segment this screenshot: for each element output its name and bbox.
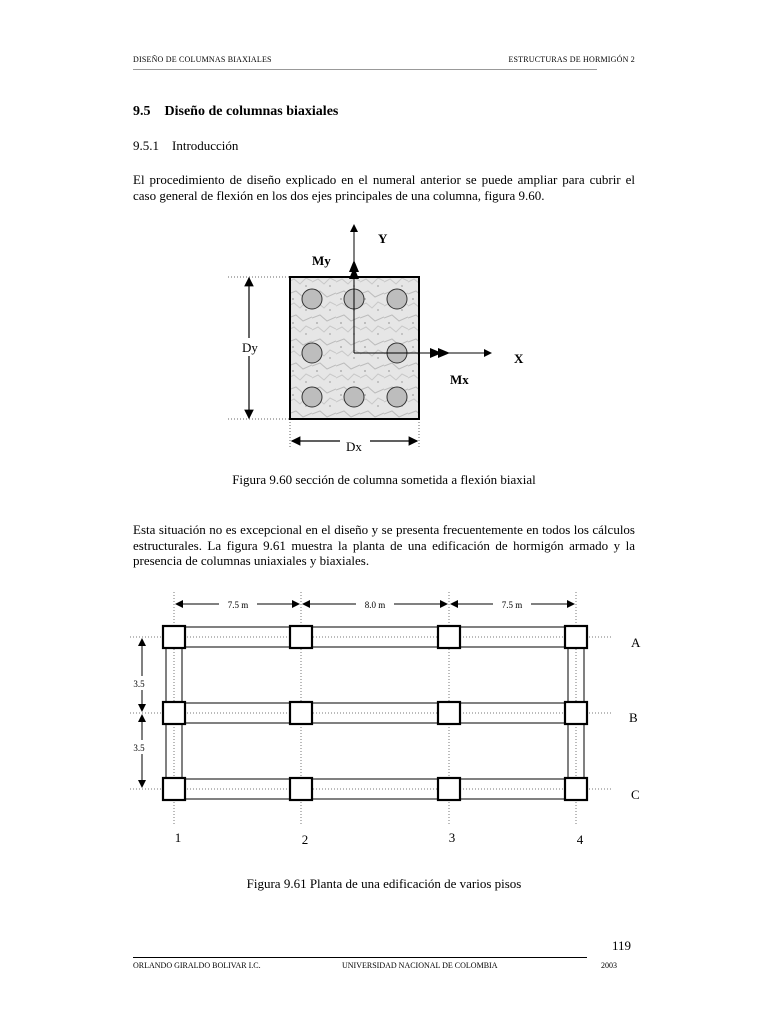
column-a1 bbox=[163, 626, 185, 648]
figure-9-61-caption: Figura 9.61 Planta de una edificación de varios pisos bbox=[246, 876, 522, 891]
header-left: DISEÑO DE COLUMNAS BIAXIALES bbox=[133, 55, 272, 64]
subsection-number: 9.5.1 bbox=[133, 138, 159, 153]
my-label: My bbox=[312, 253, 331, 268]
mx-label: Mx bbox=[450, 372, 469, 387]
row-label-c: C bbox=[631, 787, 640, 802]
section-number: 9.5 bbox=[133, 104, 151, 119]
rebar bbox=[344, 387, 364, 407]
y-axis-label: Y bbox=[378, 231, 388, 246]
span-label-2: 8.0 m bbox=[364, 600, 386, 610]
col-label-3: 3 bbox=[448, 830, 456, 845]
column-a2 bbox=[290, 626, 312, 648]
column-a3 bbox=[438, 626, 460, 648]
column-c4 bbox=[565, 778, 587, 800]
figure-building-plan bbox=[0, 580, 768, 860]
footer-author: ORLANDO GIRALDO BOLIVAR I.C. bbox=[133, 961, 261, 970]
column-c1 bbox=[163, 778, 185, 800]
col-label-4: 4 bbox=[576, 832, 584, 847]
column-b1 bbox=[163, 702, 185, 724]
bay-label-1: 3.5 bbox=[133, 679, 145, 689]
column-a4 bbox=[565, 626, 587, 648]
page-number: 119 bbox=[612, 938, 632, 953]
paragraph-intro: El procedimiento de diseño explicado en el numeral anterior se puede ampliar para cubrir el caso general de flexión en los dos ejes principales de una columna, figura 9.60. bbox=[133, 172, 635, 203]
col-label-2: 2 bbox=[301, 832, 309, 847]
column-b2 bbox=[290, 702, 312, 724]
header-right: ESTRUCTURAS DE HORMIGÓN 2 bbox=[508, 55, 635, 64]
dy-label: Dy bbox=[242, 340, 258, 355]
rebar bbox=[302, 387, 322, 407]
section-title-text: Diseño de columnas biaxiales bbox=[164, 104, 339, 119]
footer-university: UNIVERSIDAD NACIONAL DE COLOMBIA bbox=[342, 961, 498, 970]
row-label-a: A bbox=[631, 635, 641, 650]
rebar bbox=[387, 387, 407, 407]
row-label-b: B bbox=[629, 710, 638, 725]
mx-double-arrow-head-2 bbox=[438, 348, 450, 358]
rebar bbox=[302, 289, 322, 309]
paragraph-situation: Esta situación no es excepcional en el diseño y se presenta frecuentemente en todos los cálculos estructurales. La figura 9.61 muestra la planta de una edificación de hormigón armado y la presencia de columnas uniaxiales y biaxiales. bbox=[133, 522, 635, 568]
column-b3 bbox=[438, 702, 460, 724]
bay-label-2: 3.5 bbox=[133, 743, 145, 753]
figure-9-60-caption: Figura 9.60 sección de columna sometida a flexión biaxial bbox=[232, 472, 536, 487]
footer-rule bbox=[133, 957, 587, 958]
column-c3 bbox=[438, 778, 460, 800]
span-label-3: 7.5 m bbox=[501, 600, 523, 610]
rebar bbox=[302, 343, 322, 363]
x-axis-label: X bbox=[514, 351, 524, 366]
figure-column-section bbox=[0, 0, 768, 470]
span-label-1: 7.5 m bbox=[227, 600, 249, 610]
subsection-title-text: Introducción bbox=[172, 138, 239, 153]
rebar bbox=[387, 289, 407, 309]
column-c2 bbox=[290, 778, 312, 800]
col-label-1: 1 bbox=[174, 830, 182, 845]
footer-year: 2003 bbox=[601, 961, 617, 970]
column-b4 bbox=[565, 702, 587, 724]
dx-label: Dx bbox=[346, 439, 362, 454]
